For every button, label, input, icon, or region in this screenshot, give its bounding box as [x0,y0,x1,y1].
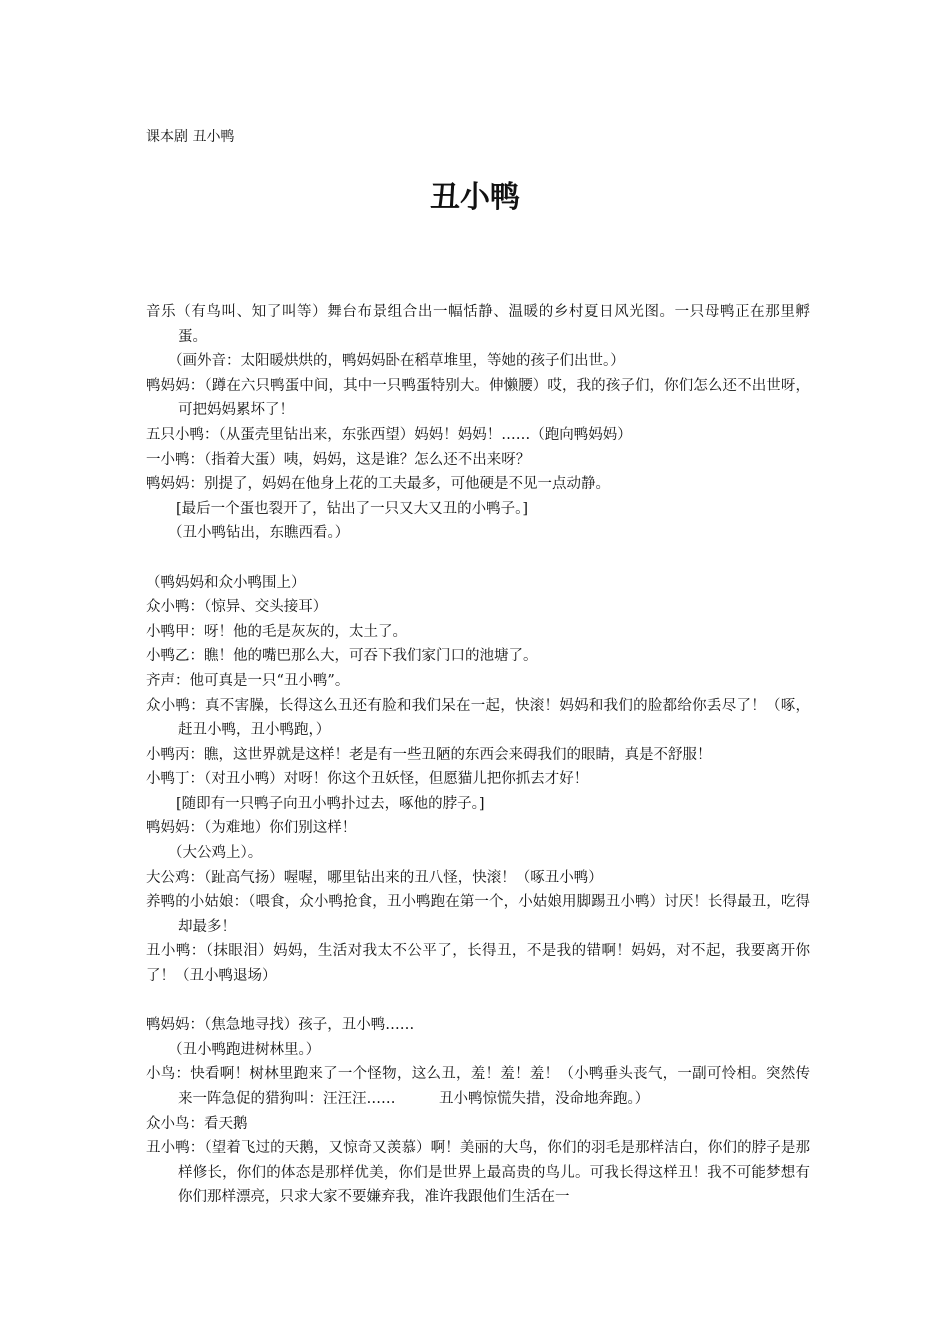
blank-line [146,989,810,1014]
script-paragraph: （大公鸡上）。 [168,845,263,862]
script-paragraph: 音乐（有鸟叫、知了叫等）舞台布景组合出一幅恬静、温暖的乡村夏日风光图。一只母鸭正在那里孵蛋。 [146,304,810,345]
script-paragraph: [随即有一只鸭子向丑小鸭扑过去，啄他的脖子。] [176,795,485,812]
script-paragraph: 小鸭丁：（对丑小鸭）对呀！你这个丑妖怪，但愿猫儿把你抓去才好！ [146,771,589,788]
script-paragraph: （丑小鸭跑进树林里。） [168,1041,321,1058]
script-paragraph: 小鸭丙：瞧，这世界就是这样！老是有一些丑陋的东西会来碍我们的眼睛，真是不舒服！ [146,746,712,763]
script-paragraph: 小鸭乙：瞧！他的嘴巴那么大，可吞下我们家门口的池塘了。 [146,648,538,665]
script-paragraph: 鸭妈妈：别提了，妈妈在他身上花的工夫最多，可他硬是不见一点动静。 [146,476,610,493]
script-paragraph: （画外音：太阳暖烘烘的，鸭妈妈卧在稻草堆里，等她的孩子们出世。） [168,353,625,370]
script-paragraph: 一小鸭：（指着大蛋）咦，妈妈，这是谁？怎么还不出来呀？ [146,451,531,468]
blank-line [146,546,810,571]
script-paragraph: （鸭妈妈和众小鸭围上） [146,574,306,591]
script-paragraph: 鸭妈妈：（焦急地寻找）孩子，丑小鸭…… [146,1017,415,1034]
script-paragraph: 养鸭的小姑娘：（喂食，众小鸭抢食，丑小鸭跑在第一个，小姑娘用脚踢丑小鸭）讨厌！长得最丑，吃得却最多！ [146,894,810,935]
script-paragraph: 丑小鸭：（望着飞过的天鹅，又惊奇又羡慕）啊！美丽的大鸟，你们的羽毛是那样洁白，你们的脖子是那样修长，你们的体态是那样优美，你们是世界上最高贵的鸟儿。可我长得这样丑！我不可能梦想有你们那样漂亮，只求大家不要嫌弃我，准许我跟他们生活在一 [146,1140,810,1206]
script-paragraph: 鸭妈妈：（蹲在六只鸭蛋中间，其中一只鸭蛋特别大。伸懒腰）哎，我的孩子们，你们怎么还不出世呀，可把妈妈累坏了！ [146,377,810,419]
script-paragraph: 鸭妈妈：（为难地）你们别这样！ [146,820,357,837]
script-paragraph: （丑小鸭钻出，东瞧西看。） [168,525,350,542]
script-paragraph: 齐声：他可真是一只“丑小鸭”。 [146,672,350,689]
script-paragraph: 众小鸟：看天鹅 [146,1115,248,1132]
page-title: 丑小鸭 [430,180,520,215]
script-paragraph: 丑小鸭：（抹眼泪）妈妈，生活对我太不公平了，长得丑，不是我的错啊！妈妈，对不起，我要离开你了！（丑小鸭退场） [146,943,810,985]
script-paragraph: 小鸭甲：呀！他的毛是灰灰的，太土了。 [146,623,407,640]
script-paragraph: 五只小鸭：（从蛋壳里钻出来，东张西望）妈妈！妈妈！……（跑向鸭妈妈） [146,426,632,443]
script-paragraph: 众小鸭：（惊异、交头接耳） [146,599,328,616]
script-paragraph: 众小鸭：真不害臊，长得这么丑还有脸和我们呆在一起，快滚！妈妈和我们的脸都给你丢尽了！（啄，赶丑小鸭，丑小鸭跑，） [146,697,810,739]
script-paragraph: [最后一个蛋也裂开了，钻出了一只又大又丑的小鸭子。] [176,500,529,517]
page-header: 课本剧 丑小鸭 [146,129,235,145]
script-paragraph: 大公鸡：（趾高气扬）喔喔，哪里钻出来的丑八怪，快滚！（啄丑小鸭） [146,869,603,886]
script-body [146,300,810,1210]
script-paragraph: 小鸟：快看啊！树林里跑来了一个怪物，这么丑，羞！羞！羞！（小鸭垂头丧气，一副可怜相。突然传来一阵急促的猎狗叫：汪汪汪…… 丑小鸭惊慌失措，没命地奔跑。） [146,1066,810,1107]
